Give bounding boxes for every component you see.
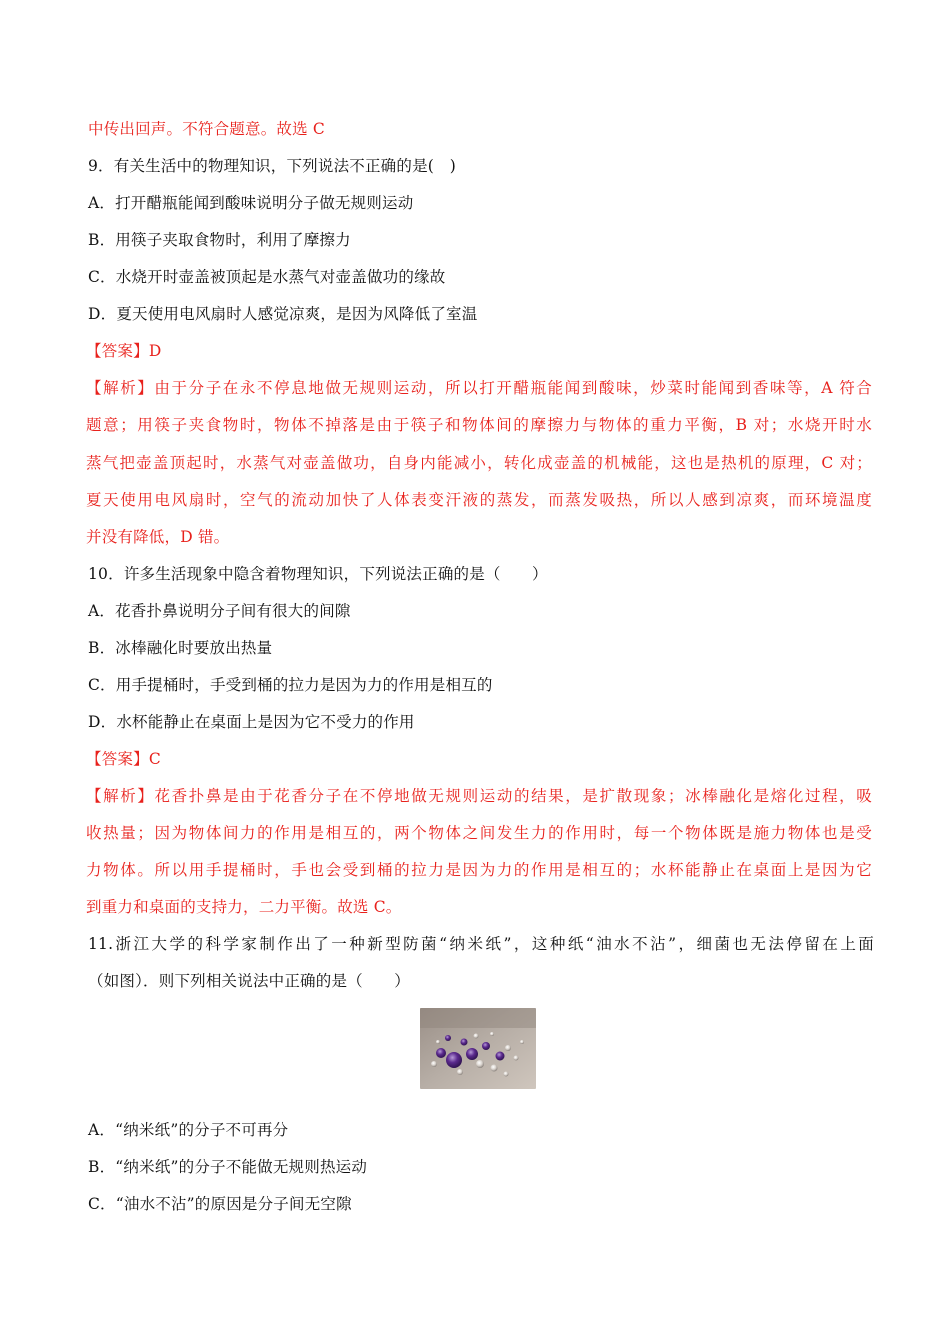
question-9-stem: 9．有关生活中的物理知识，下列说法不正确的是( ) (88, 157, 456, 175)
question-10-answer (86, 749, 872, 769)
question-10-option-d: D．水杯能静止在桌面上是因为它不受力的作用 (88, 713, 415, 731)
question-9-explanation-line-3: 蒸气把壶盖顶起时，水蒸气对壶盖做功，自身内能减小，转化成壶盖的机械能，这也是热机的原理，C 对； (86, 454, 872, 472)
question-10-stem: 10．许多生活现象中隐含着物理知识，下列说法正确的是（ ） (88, 565, 548, 583)
answer-tag: 【答案】 (86, 342, 149, 360)
question-9-explanation-line-4: 夏天使用电风扇时，空气的流动加快了人体表变汗液的蒸发，而蒸发吸热，所以人感到凉爽，而环境温度 (86, 491, 872, 509)
question-10-explanation-line-1 (86, 786, 872, 806)
explanation-text: 由于分子在永不停息地做无规则运动，所以打开醋瓶能闻到酸味，炒菜时能闻到香味等，A 符合 (154, 379, 872, 397)
answer-value: C (148, 750, 161, 768)
question-11-stem-line-1: 11.浙江大学的科学家制作出了一种新型防菌“纳米纸”，这种纸“油水不沾”，细菌也无法停留在上面 (88, 935, 874, 953)
question-11-option-c: C．“油水不沾”的原因是分子间无空隙 (88, 1195, 352, 1213)
question-9-option-a: A．打开醋瓶能闻到酸味说明分子做无规则运动 (88, 194, 414, 212)
question-10-explanation-line-4: 到重力和桌面的支持力，二力平衡。故选 C。 (86, 898, 402, 916)
explanation-tag: 【解析】 (86, 787, 155, 805)
question-10-option-b: B．冰棒融化时要放出热量 (88, 639, 273, 657)
question-9-explanation-line-1 (86, 378, 872, 398)
question-9-option-b: B．用筷子夹取食物时，利用了摩擦力 (88, 231, 351, 249)
explanation-text: 花香扑鼻是由于花香分子在不停地做无规则运动的结果，是扩散现象；冰棒融化是熔化过程，吸 (154, 787, 872, 805)
question-10-option-c: C．用手提桶时，手受到桶的拉力是因为力的作用是相互的 (88, 676, 493, 694)
question-9-explanation-line-2: 题意；用筷子夹食物时，物体不掉落是由于筷子和物体间的摩擦力与物体的重力平衡，B 对；水烧开时水 (86, 416, 872, 434)
question-9-explanation-line-5: 并没有降低，D 错。 (86, 528, 230, 546)
explanation-tag: 【解析】 (86, 379, 155, 397)
question-10-explanation-line-3: 力物体。所以用手提桶时，手也会受到桶的拉力是因为力的作用是相互的；水杯能静止在桌面上是因为它 (86, 861, 872, 879)
question-10-explanation-line-2: 收热量；因为物体间力的作用是相互的，两个物体之间发生力的作用时，每一个物体既是施力物体也是受 (86, 824, 872, 842)
question-11-stem-line-2: （如图）．则下列相关说法中正确的是（ ） (88, 972, 410, 990)
previous-answer-tail: 中传出回声。不符合题意。故选 C (88, 120, 325, 138)
question-9-option-d: D．夏天使用电风扇时人感觉凉爽，是因为风降低了室温 (88, 305, 478, 323)
question-11-option-a: A．“纳米纸”的分子不可再分 (88, 1121, 289, 1139)
question-11-option-b: B．“纳米纸”的分子不能做无规则热运动 (88, 1158, 368, 1176)
answer-value: D (148, 342, 162, 360)
question-10-option-a: A．花香扑鼻说明分子间有很大的间隙 (88, 602, 351, 620)
nano-paper-water-droplets-photo (420, 1008, 536, 1089)
question-9-answer (86, 341, 872, 361)
question-9-option-c: C．水烧开时壶盖被顶起是水蒸气对壶盖做功的缘故 (88, 268, 446, 286)
answer-tag: 【答案】 (86, 750, 149, 768)
